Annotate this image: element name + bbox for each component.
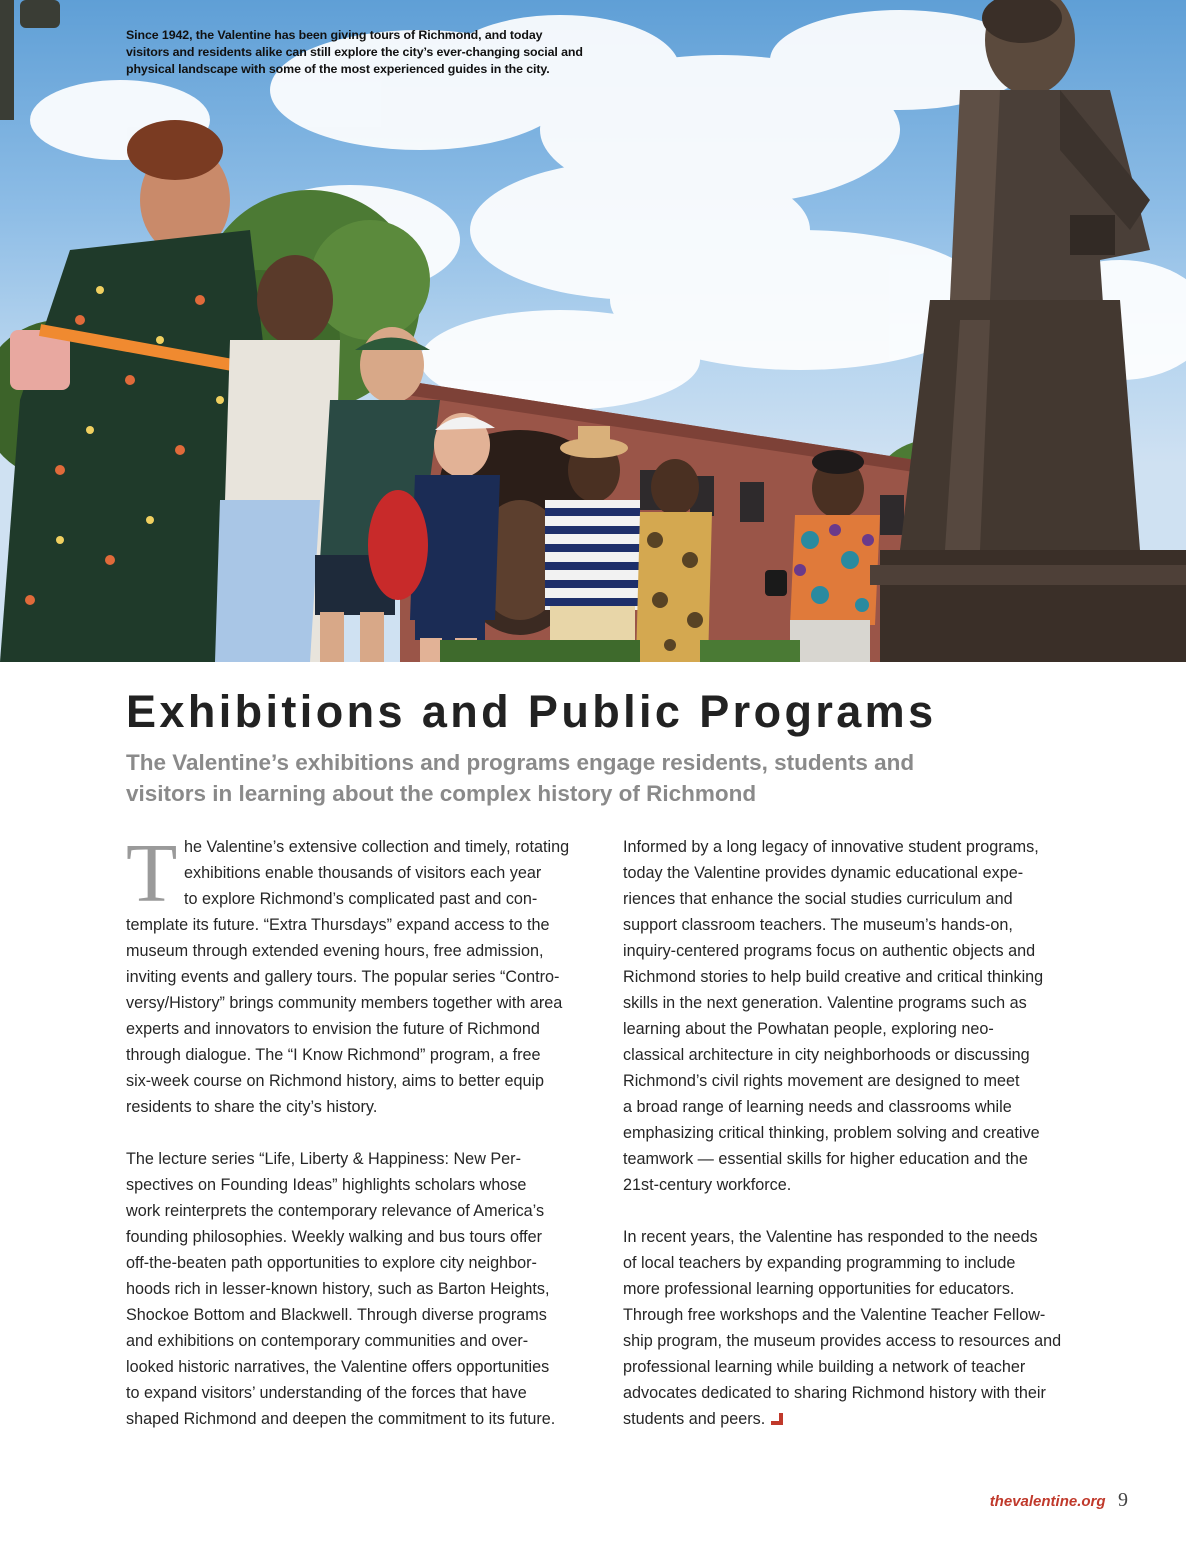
text-line: learning about the Powhatan people, exploring neo- <box>623 1020 994 1038</box>
subtitle-line: visitors in learning about the complex history of Richmond <box>126 781 757 806</box>
caption-line: visitors and residents alike can still explore the city’s ever-changing social and <box>126 45 583 59</box>
text-line: shaped Richmond and deepen the commitment to its future. <box>126 1410 556 1428</box>
text-line: inquiry-centered programs focus on authentic objects and <box>623 942 1036 960</box>
text-line: 21st-century workforce. <box>623 1176 792 1194</box>
hero-photo <box>0 0 1186 662</box>
text-line: residents to share the city’s history. <box>126 1098 378 1116</box>
text-line: to explore Richmond’s complicated past and con- <box>184 890 538 908</box>
text-line: The lecture series “Life, Liberty & Happiness: New Per- <box>126 1150 521 1168</box>
paragraph <box>126 827 604 1120</box>
caption-line: Since 1942, the Valentine has been giving tours of Richmond, and today <box>126 28 543 42</box>
website-link[interactable]: thevalentine.org <box>989 1493 1106 1510</box>
tour-group-photo <box>0 0 1186 662</box>
text-line: of local teachers by expanding programming to include <box>623 1254 1016 1272</box>
text-line: emphasizing critical thinking, problem solving and creative <box>623 1124 1040 1142</box>
text-line: support classroom teachers. The museum’s hands-on, <box>623 916 1013 934</box>
text-line: skills in the next generation. Valentine programs such as <box>623 994 1027 1012</box>
subtitle-line: The Valentine’s exhibitions and programs engage residents, students and <box>126 750 915 775</box>
signal-pole <box>0 0 14 120</box>
text-line: template its future. “Extra Thursdays” expand access to the <box>126 916 550 934</box>
text-line: off-the-beaten path opportunities to explore city neighbor- <box>126 1254 537 1272</box>
paragraph <box>126 1146 604 1432</box>
photo-caption <box>126 27 606 78</box>
text-line: experts and innovators to envision the future of Richmond <box>126 1020 540 1038</box>
text-line: Shockoe Bottom and Blackwell. Through diverse programs <box>126 1306 547 1324</box>
text-line: more professional learning opportunities for educators. <box>623 1280 1015 1298</box>
text-line: exhibitions enable thousands of visitors each year <box>184 864 542 882</box>
text-line: a broad range of learning needs and classrooms while <box>623 1098 1012 1116</box>
text-line: he Valentine’s extensive collection and timely, rotating <box>184 838 570 856</box>
text-line: classical architecture in city neighborhoods or discussing <box>623 1046 1030 1064</box>
paragraph-gap <box>623 1198 1101 1224</box>
text-line: and exhibitions on contemporary communities and over- <box>126 1332 529 1350</box>
text-line: looked historic narratives, the Valentine offers opportunities <box>126 1358 550 1376</box>
text-line: museum through extended evening hours, free admission, <box>126 942 544 960</box>
body-column-right <box>623 834 1101 1432</box>
text-line: teamwork — essential skills for higher education and the <box>623 1150 1028 1168</box>
text-line: ship program, the museum provides access to resources and <box>623 1332 1062 1350</box>
text-line: today the Valentine provides dynamic educational expe- <box>623 864 1024 882</box>
end-mark-icon <box>771 1413 783 1425</box>
text-line: to expand visitors’ understanding of the forces that have <box>126 1384 527 1402</box>
text-line: Informed by a long legacy of innovative student programs, <box>623 838 1039 856</box>
text-line: inviting events and gallery tours. The popular series “Contro- <box>126 968 560 986</box>
text-line: spectives on Founding Ideas” highlights scholars whose <box>126 1176 527 1194</box>
page-footer <box>990 1489 1128 1512</box>
paragraph <box>623 1224 1101 1432</box>
text-line: students and peers. <box>623 1410 766 1428</box>
text-line: professional learning while building a network of teacher <box>623 1358 1026 1376</box>
text-line: versy/History” brings community members together with area <box>126 994 563 1012</box>
body-column-left <box>126 827 604 1432</box>
text-line: Richmond stories to help build creative and critical thinking <box>623 968 1044 986</box>
text-line: advocates dedicated to sharing Richmond history with their <box>623 1384 1046 1402</box>
caption-line: physical landscape with some of the most experienced guides in the city. <box>126 62 550 76</box>
text-line: Through free workshops and the Valentine Teacher Fellow- <box>623 1306 1046 1324</box>
text-line: founding philosophies. Weekly walking and bus tours offer <box>126 1228 543 1246</box>
text-line: Richmond’s civil rights movement are designed to meet <box>623 1072 1020 1090</box>
text-line: In recent years, the Valentine has responded to the needs <box>623 1228 1038 1246</box>
text-line: hoods rich in lesser-known history, such as Barton Heights, <box>126 1280 550 1298</box>
last-text-line <box>623 1406 1101 1432</box>
drop-cap: T <box>126 827 178 920</box>
text-line: through dialogue. The “I Know Richmond” program, a free <box>126 1046 541 1064</box>
text-line: work reinterprets the contemporary relevance of America’s <box>126 1202 545 1220</box>
text-line: six-week course on Richmond history, aims to better equip <box>126 1072 545 1090</box>
page-subtitle <box>126 747 926 809</box>
page-number: 9 <box>1118 1489 1128 1511</box>
text-line: riences that enhance the social studies curriculum and <box>623 890 1013 908</box>
traffic-light <box>20 0 60 28</box>
paragraph-gap <box>126 1120 604 1146</box>
page-title: Exhibitions and Public Programs <box>126 686 937 737</box>
paragraph <box>623 834 1101 1198</box>
